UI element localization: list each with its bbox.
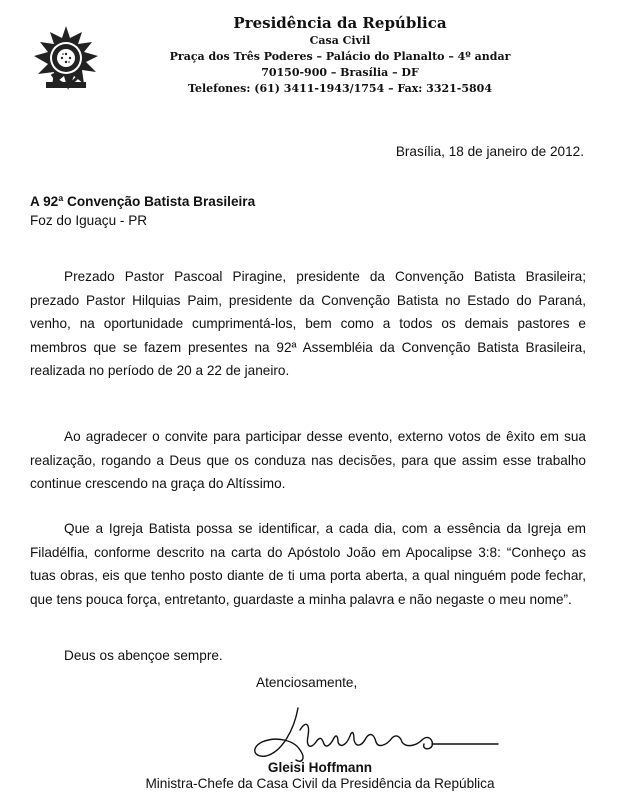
letterhead-address: Praça dos Três Poderes – Palácio do Planalto – 4º andar: [169, 50, 511, 63]
closing-line: Deus os abençoe sempre.: [64, 648, 223, 663]
letterhead-phones: Telefones: (61) 3411-1943/1754 – Fax: 3321-5804: [188, 82, 492, 95]
recipient-block: [30, 192, 255, 230]
paragraph-greeting: Prezado Pastor Pascoal Piragine, presidente da Convenção Batista Brasileira; prezado Pastor Hilquias Paim, presidente da Convenção Batista no Estado do Paraná, venho, na oportunidade cumprimentá-los, bem como a todos os demais pastores e membros que se fazem presentes na 92ª Assembléia da Convenção Batista Brasileira, realizada no período de 20 a 22 de janeiro.: [30, 269, 586, 378]
signatory-name: Gleisi Hoffmann: [267, 760, 373, 775]
letterhead: [140, 14, 540, 97]
letterhead-title: Presidência da República: [233, 14, 447, 32]
signatory-title: Ministra-Chefe da Casa Civil da Presidência da República: [145, 776, 495, 791]
regards-line: Atenciosamente,: [256, 675, 358, 690]
letterhead-postal: 70150-900 – Brasília – DF: [261, 66, 419, 79]
letter-date: Brasília, 18 de janeiro de 2012.: [395, 144, 584, 159]
paragraph-thanks: Ao agradecer o convite para participar desse evento, externo votos de êxito em sua realização, rogando a Deus que os conduza nas decisões, para que assim esse trabalho continue crescendo na graça do Altíssimo.: [30, 429, 586, 491]
letterhead-department: Casa Civil: [309, 34, 371, 47]
recipient-location: Foz do Iguaçu - PR: [30, 213, 148, 228]
recipient-name: A 92ª Convenção Batista Brasileira: [30, 194, 256, 209]
brazil-coat-of-arms-icon: [30, 24, 102, 96]
paragraph-wish: Que a Igreja Batista possa se identificar, a cada dia, com a essência da Igreja em Filadélfia, conforme descrito na carta do Apóstolo João em Apocalipse 3:8: “Conheço as tuas obras, eis que tenho posto diante de ti uma porta aberta, a qual ninguém pode fechar, que tens pouca força, entretanto, guardaste a minha palavra e não negaste o meu nome”.: [30, 521, 586, 607]
